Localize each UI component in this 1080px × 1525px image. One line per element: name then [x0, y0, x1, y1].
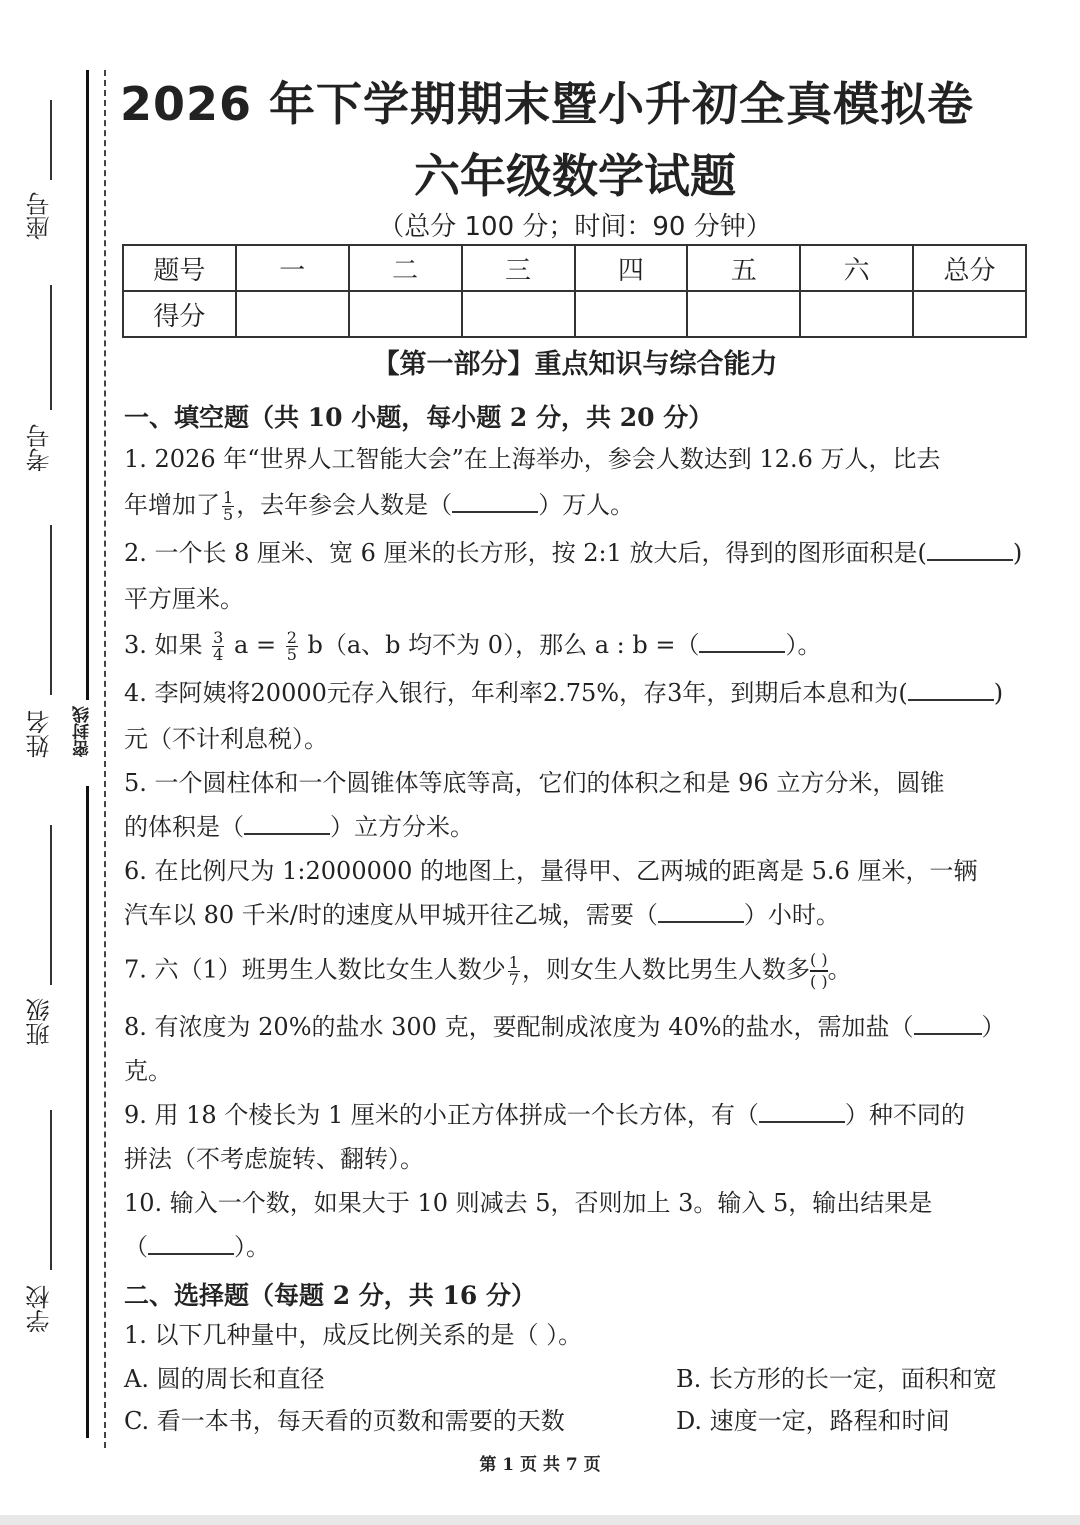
answer-numerator-blank[interactable]: ( ) [810, 950, 828, 972]
name-line[interactable] [50, 525, 52, 695]
score-header-cell: 总分 [913, 245, 1026, 291]
fraction-numerator: 2 [286, 628, 297, 647]
question-3-text: a = [234, 631, 277, 659]
score-header-cell: 四 [575, 245, 688, 291]
answer-blank-q1[interactable] [452, 491, 538, 513]
score-table [122, 244, 1027, 338]
fraction-numerator: 1 [223, 488, 234, 507]
question-6-text: 汽车以 80 千米/时的速度从甲城开往乙城，需要（ [124, 901, 658, 929]
question-8-text: 8. 有浓度为 20%的盐水 300 克，要配制成浓度为 40%的盐水，需加盐（ [124, 1013, 914, 1041]
question-4-line-1 [124, 678, 1003, 708]
question-2-text: 2. 一个长 8 厘米、宽 6 厘米的长方形，按 2:1 放大后，得到的图形面积是( [124, 539, 927, 567]
score-header-cell: 五 [687, 245, 800, 291]
answer-blank-q8[interactable] [914, 1013, 982, 1035]
question-6-line-2 [124, 900, 840, 930]
question-5-text: ）立方分米。 [330, 813, 474, 841]
score-input-cell[interactable] [800, 291, 913, 337]
school-line[interactable] [50, 1110, 52, 1270]
question-3-text: ）。 [785, 631, 822, 659]
question-8-line-2: 克。 [124, 1057, 172, 1085]
question-10-line-2 [124, 1232, 270, 1262]
question-9-line-1 [124, 1100, 965, 1130]
score-header-cell: 三 [462, 245, 575, 291]
question-7-text: 。 [827, 955, 852, 984]
score-table-header-row [123, 245, 1026, 291]
choice-question-1: 1. 以下几种量中，成反比例关系的是（ ）。 [124, 1321, 583, 1349]
question-5-line-1: 5. 一个圆柱体和一个圆锥体等底等高，它们的体积之和是 96 立方分米，圆锥 [124, 769, 945, 797]
question-9-line-2: 拼法（不考虑旋转、翻转）。 [124, 1145, 424, 1173]
question-4-text: ) [993, 679, 1004, 707]
score-table-score-row [123, 291, 1026, 337]
school-label: 学校 [26, 1285, 54, 1333]
score-header-cell: 一 [236, 245, 349, 291]
score-header-cell: 题号 [123, 245, 236, 291]
question-3-line [124, 630, 821, 663]
answer-blank-q3[interactable] [699, 631, 785, 653]
question-1-line-2 [124, 490, 634, 523]
answer-fraction-blank-q7[interactable] [810, 950, 828, 992]
score-row-label: 得分 [123, 291, 236, 337]
question-5-line-2 [124, 812, 474, 842]
question-5-text: 的体积是（ [124, 813, 244, 841]
exam-subtitle: 六年级数学试题 [414, 149, 736, 203]
name-label: 姓名 [26, 710, 54, 758]
score-input-cell[interactable] [349, 291, 462, 337]
page-footer: 第 1 页 共 7 页 [479, 1455, 601, 1475]
question-8-line-1 [124, 1012, 1006, 1042]
question-1-text: ）万人。 [538, 491, 635, 519]
question-4-line-2: 元（不计利息税）。 [124, 725, 328, 753]
question-1-text: 年增加了 [124, 491, 220, 519]
seat-number-line[interactable] [50, 100, 52, 180]
answer-blank-q4[interactable] [908, 679, 994, 701]
fraction-one-seventh [508, 952, 520, 989]
part-one-heading: 【第一部分】重点知识与综合能力 [372, 349, 778, 380]
question-10-line-1: 10. 输入一个数，如果大于 10 则减去 5，否则加上 3。输入 5，输出结果是 [124, 1189, 933, 1217]
fraction-numerator: 1 [508, 952, 519, 972]
score-input-cell[interactable] [236, 291, 349, 337]
question-2-text: ) [1012, 539, 1023, 567]
fraction-three-quarters [212, 630, 224, 663]
answer-denominator-blank[interactable]: ( ) [809, 972, 828, 991]
answer-blank-q5[interactable] [244, 813, 330, 835]
question-6-line-1: 6. 在比例尺为 1:2000000 的地图上，量得甲、乙两城的距离是 5.6 厘米，一辆 [124, 857, 978, 885]
score-input-cell[interactable] [913, 291, 1026, 337]
question-8-text: ） [981, 1013, 1006, 1041]
question-4-text: 4. 李阿姨将20000元存入银行，年利率2.75%，存3年，到期后本息和为( [124, 679, 908, 707]
page-bottom-bar [0, 1515, 1080, 1525]
score-input-cell[interactable] [575, 291, 688, 337]
answer-blank-q9[interactable] [759, 1101, 845, 1123]
question-9-text: 9. 用 18 个棱长为 1 厘米的小正方体拼成一个长方体，有（ [124, 1101, 759, 1129]
question-3-text: 3. 如果 [124, 631, 203, 659]
exam-info: （总分 100 分；时间：90 分钟） [378, 212, 772, 242]
choice-option-b[interactable]: B. 长方形的长一定，面积和宽 [676, 1365, 997, 1393]
fraction-denominator: 5 [286, 645, 297, 664]
question-2-line-2: 平方厘米。 [124, 585, 244, 613]
dashed-cut-line [104, 70, 106, 1448]
class-line[interactable] [50, 825, 52, 985]
choice-option-d[interactable]: D. 速度一定，路程和时间 [676, 1407, 950, 1435]
choice-option-c[interactable]: C. 看一本书，每天看的页数和需要的天数 [124, 1407, 565, 1435]
score-header-cell: 六 [800, 245, 913, 291]
answer-blank-q6[interactable] [658, 901, 744, 923]
exam-number-line[interactable] [50, 285, 52, 410]
score-header-cell: 二 [349, 245, 462, 291]
question-3-text: b（a、b 均不为 0），那么 a : b =（ [307, 631, 700, 659]
question-7-line [124, 950, 852, 992]
answer-blank-q2[interactable] [927, 539, 1013, 561]
class-label: 班级 [26, 998, 54, 1046]
question-6-text: ）小时。 [743, 901, 840, 929]
question-2-line-1 [124, 538, 1022, 568]
question-10-text: （ [124, 1233, 148, 1261]
question-7-text: ，则女生人数比男生人数多 [521, 955, 810, 984]
question-10-text: ）。 [234, 1233, 270, 1261]
exam-number-label: 考号 [26, 424, 54, 472]
binding-line-top [86, 70, 89, 700]
fraction-two-fifths [286, 630, 298, 663]
question-7-text: 7. 六（1）班男生人数比女生人数少 [124, 955, 506, 984]
fraction-numerator: 3 [213, 628, 224, 647]
section-two-title: 二、选择题（每题 2 分，共 16 分） [124, 1281, 537, 1310]
score-input-cell[interactable] [687, 291, 800, 337]
fraction-denominator: 5 [223, 505, 234, 524]
choice-option-a[interactable]: A. 圆的周长和直径 [124, 1365, 325, 1393]
score-input-cell[interactable] [462, 291, 575, 337]
question-1-line-1: 1. 2026 年“世界人工智能大会”在上海举办，参会人数达到 12.6 万人，比去 [124, 445, 941, 473]
seal-line-label: 密封线 [73, 706, 93, 757]
fraction-denominator: 7 [508, 969, 519, 989]
exam-title: 2026 年下学期期末暨小升初全真模拟卷 [120, 77, 975, 131]
fraction-one-fifth [222, 490, 234, 523]
fraction-denominator: 4 [213, 645, 224, 664]
question-9-text: ）种不同的 [844, 1101, 965, 1129]
binding-line-bottom [86, 786, 89, 1438]
answer-blank-q10[interactable] [148, 1233, 234, 1255]
section-one-title: 一、填空题（共 10 小题，每小题 2 分，共 20 分） [124, 403, 714, 432]
seat-number-label: 座号 [26, 192, 54, 240]
question-1-text: ，去年参会人数是（ [236, 491, 453, 519]
